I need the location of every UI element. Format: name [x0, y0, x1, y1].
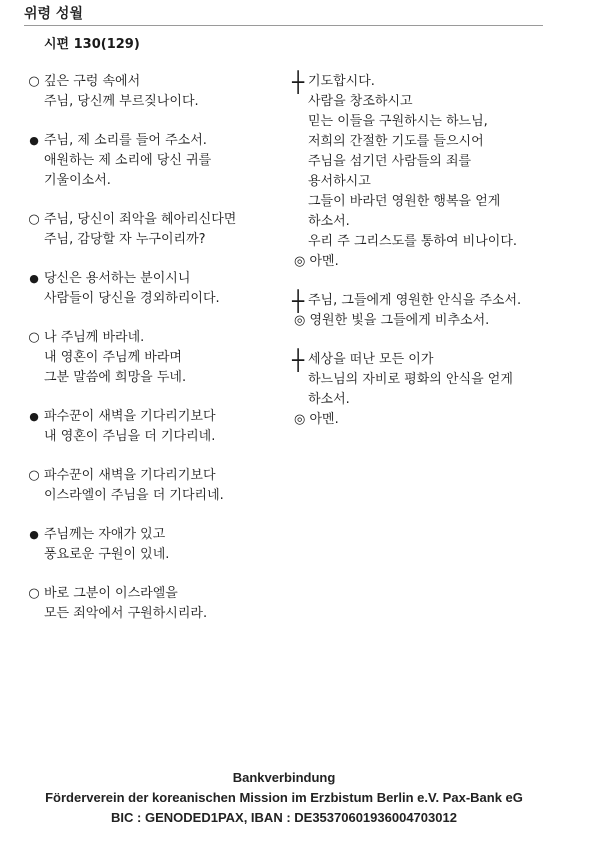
prayer-column — [290, 72, 570, 449]
stanza-line: 풍요로운 구원이 있네. — [44, 547, 170, 562]
psalm-stanza — [26, 584, 286, 624]
open-circle-marker: ○ — [28, 330, 40, 345]
prayer-block — [290, 350, 570, 430]
stanza-line: 내 영혼이 주님을 더 기다리네. — [44, 429, 216, 444]
response-line: ◎ 아멘. — [294, 412, 339, 427]
prayer-line: 사람을 창조하시고 — [308, 94, 413, 109]
stanza-line: 파수꾼이 새벽을 기다리기보다 — [44, 468, 216, 483]
response-line: ◎ 영원한 빛을 그들에게 비추소서. — [294, 313, 490, 328]
stanza-line: 주님, 감당할 자 누구이리까? — [44, 232, 206, 247]
psalm-stanza — [26, 210, 286, 250]
psalm-stanza — [26, 407, 286, 447]
filled-circle-marker: ● — [29, 272, 39, 285]
prayer-line: 주님, 그들에게 영원한 안식을 주소서. — [308, 293, 522, 308]
stanza-line: 당신은 용서하는 분이시니 — [44, 271, 191, 286]
filled-circle-marker: ● — [29, 410, 39, 423]
prayer-line: 저희의 간절한 기도를 들으시어 — [308, 134, 484, 149]
psalm-stanza — [26, 72, 286, 112]
psalm-stanza — [26, 131, 286, 191]
stanza-line: 바로 그분이 이스라엘을 — [44, 586, 178, 601]
stanza-line: 애원하는 제 소리에 당신 귀를 — [44, 153, 212, 168]
header-title: 위령 성월 — [24, 6, 83, 22]
stanza-line: 그분 말씀에 희망을 두네. — [44, 370, 187, 385]
response-line: ◎ 아멘. — [294, 254, 339, 269]
prayer-line: 하느님의 자비로 평화의 안식을 얻게 — [308, 372, 513, 387]
prayer-line: 주님을 섬기던 사람들의 죄를 — [308, 154, 472, 169]
page-header — [24, 4, 543, 26]
prayer-line: 그들이 바라던 영원한 행복을 얻게 — [308, 194, 501, 209]
open-circle-marker: ○ — [28, 586, 40, 601]
footer-heading: Bankverbindung — [232, 770, 336, 785]
prayer-line: 기도합시다. — [308, 74, 375, 89]
open-circle-marker: ○ — [28, 74, 40, 89]
prayer-line: 하소서. — [308, 214, 350, 229]
cross-icon: ┼ — [291, 70, 305, 94]
open-circle-marker: ○ — [28, 468, 40, 483]
cross-icon: ┼ — [291, 348, 305, 372]
stanza-line: 주님, 제 소리를 들어 주소서. — [44, 133, 207, 148]
open-circle-marker: ○ — [28, 212, 40, 227]
psalm-stanza — [26, 525, 286, 565]
filled-circle-marker: ● — [29, 528, 39, 541]
stanza-line: 모든 죄악에서 구원하시리라. — [44, 606, 208, 621]
footer-line-association: Förderverein der koreanischen Mission im Erzbistum Berlin e.V. Pax-Bank eG — [45, 790, 523, 805]
footer-line-iban: BIC : GENODED1PAX, IBAN : DE35370601936004703012 — [111, 810, 457, 825]
psalm-stanza — [26, 328, 286, 388]
filled-circle-marker: ● — [29, 134, 39, 147]
psalm-stanza — [26, 466, 286, 506]
psalm-title: 시편 130(129) — [44, 37, 140, 52]
psalm-stanza — [26, 269, 286, 309]
stanza-line: 깊은 구렁 속에서 — [44, 74, 141, 89]
prayer-line: 믿는 이들을 구원하시는 하느님, — [308, 114, 488, 129]
prayer-line: 우리 주 그리스도를 통하여 비나이다. — [308, 234, 518, 249]
stanza-line: 파수꾼이 새벽을 기다리기보다 — [44, 409, 216, 424]
stanza-line: 내 영혼이 주님께 바라며 — [44, 350, 182, 365]
prayer-block — [290, 72, 570, 272]
stanza-line: 나 주님께 바라네. — [44, 330, 145, 345]
prayer-line: 세상을 떠난 모든 이가 — [308, 352, 434, 367]
prayer-line: 하소서. — [308, 392, 350, 407]
stanza-line: 기울이소서. — [44, 173, 111, 188]
cross-icon: ┼ — [291, 289, 305, 313]
stanza-line: 주님, 당신께 부르짖나이다. — [44, 94, 199, 109]
stanza-line: 사람들이 당신을 경외하리이다. — [44, 291, 220, 306]
prayer-block — [290, 291, 570, 331]
bank-info-footer — [0, 768, 568, 828]
stanza-line: 주님께는 자애가 있고 — [44, 527, 166, 542]
prayer-line: 용서하시고 — [308, 174, 371, 189]
stanza-line: 이스라엘이 주님을 더 기다리네. — [44, 488, 224, 503]
stanza-line: 주님, 당신이 죄악을 헤아리신다면 — [44, 212, 237, 227]
psalm-column — [26, 72, 286, 643]
